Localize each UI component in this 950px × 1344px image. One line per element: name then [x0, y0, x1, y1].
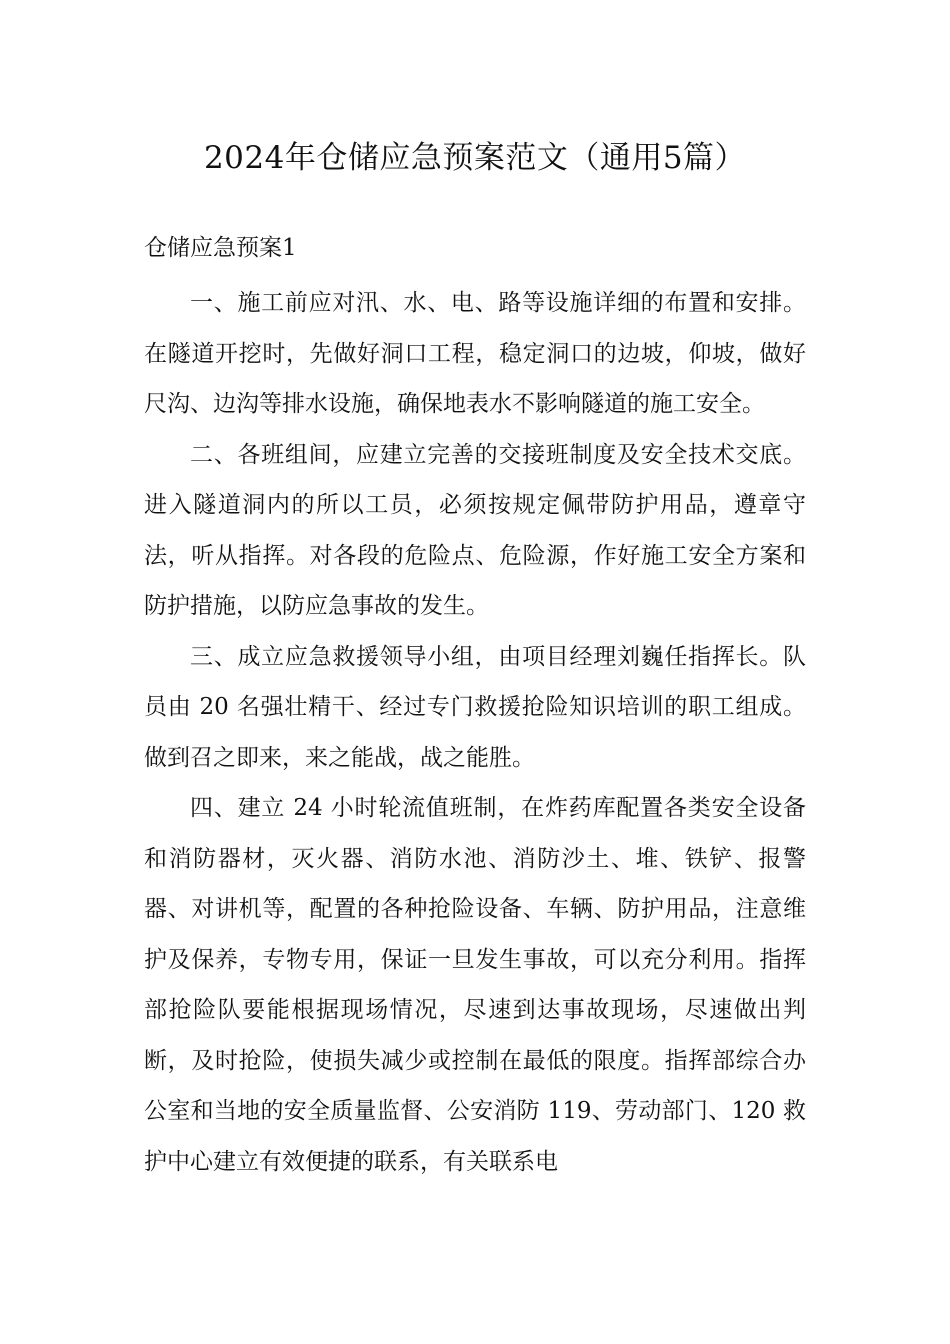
section-heading: 仓储应急预案1: [144, 235, 297, 261]
paragraph-4: 四、建立 24 小时轮流值班制，在炸药库配置各类安全设备和消防器材，灭火器、消防水池、消防沙土、堆、铁铲、报警器、对讲机等，配置的各种抢险设备、车辆、防护用品，注意维护及保养，专物专用，保证一旦发生事故，可以充分利用。指挥部抢险队要能根据现场情况，尽速到达事故现场，尽速做出判断，及时抢险，使损失减少或控制在最低的限度。指挥部综合办公室和当地的安全质量监督、公安消防 119、劳动部门、120 救护中心建立有效便捷的联系，有关联系电: [144, 795, 806, 1175]
paragraph-1: 一、施工前应对汛、水、电、路等设施详细的布置和安排。在隧道开挖时，先做好洞口工程，稳定洞口的边坡，仰坡，做好尺沟、边沟等排水设施，确保地表水不影响隧道的施工安全。: [144, 290, 806, 417]
paragraph-2: 二、各班组间，应建立完善的交接班制度及安全技术交底。进入隧道洞内的所以工员，必须按规定佩带防护用品，遵章守法，听从指挥。对各段的危险点、危险源，作好施工安全方案和防护措施，以防应急事故的发生。: [144, 441, 806, 619]
document-title: 2024年仓储应急预案范文（通用5篇）: [203, 140, 747, 176]
document-body: [144, 278, 806, 1187]
paragraph-3: 三、成立应急救援领导小组，由项目经理刘巍任指挥长。队员由 20 名强壮精干、经过专门救援抢险知识培训的职工组成。做到召之即来，来之能战，战之能胜。: [144, 643, 806, 771]
